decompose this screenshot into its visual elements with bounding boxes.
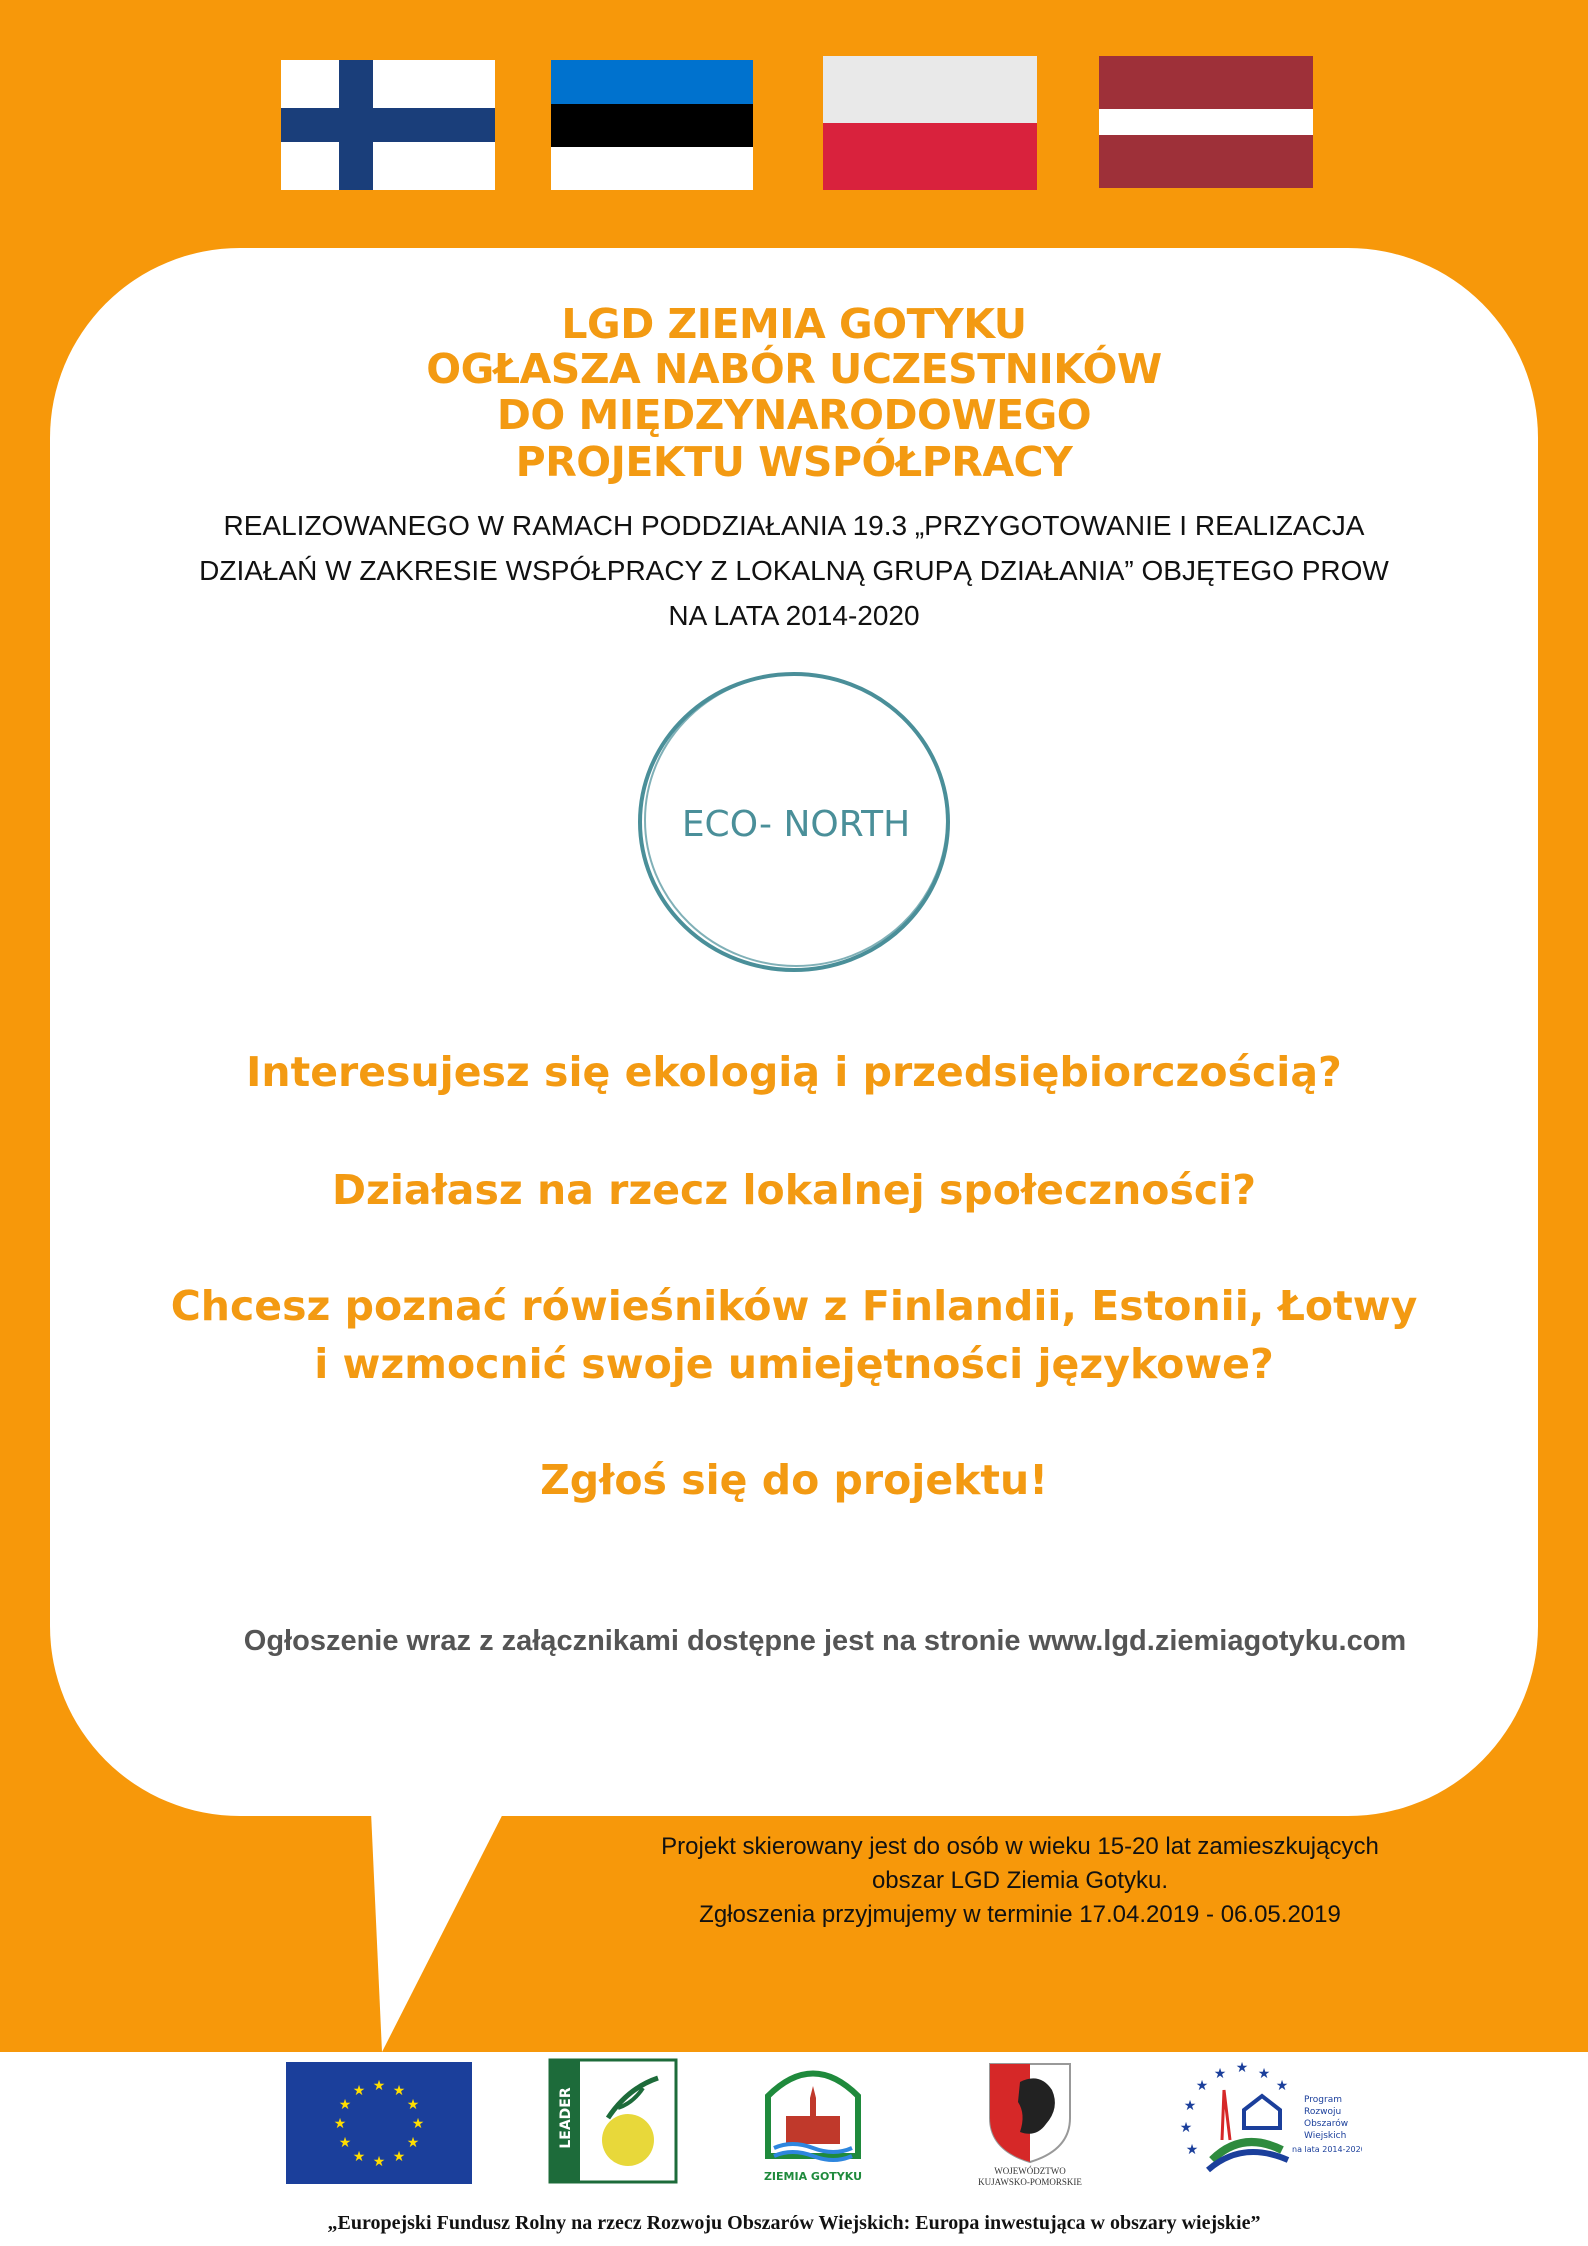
svg-text:★: ★: [392, 2149, 406, 2165]
heading-line-3: DO MIĘDZYNARODOWEGO: [496, 391, 1092, 439]
latvia-flag-icon: [1099, 56, 1313, 188]
subheading-line-1: REALIZOWANEGO W RAMACH PODDZIAŁANIA 19.3 „PRZYGOTOWANIE I REALIZACJA: [223, 510, 1365, 541]
estonia-flag-icon: [551, 60, 753, 190]
leader-logo: [548, 2058, 678, 2184]
finland-flag-icon: [281, 60, 495, 190]
prow-logo: [1172, 2060, 1362, 2186]
svg-text:★: ★: [352, 2083, 366, 2099]
prow-line-2: Rozwoju: [1304, 2107, 1342, 2117]
ziemia-gotyku-logo: [756, 2056, 870, 2186]
website-note: Ogłoszenie wraz z załącznikami dostępne jest na stronie www.lgd.ziemiagotyku.com: [243, 1625, 1407, 1657]
svg-text:★: ★: [1179, 2120, 1193, 2136]
subheading-line-3: NA LATA 2014-2020: [668, 600, 920, 631]
call-to-action: Zgłoś się do projektu!: [540, 1456, 1048, 1504]
svg-text:★: ★: [338, 2135, 352, 2151]
svg-text:★: ★: [406, 2135, 420, 2151]
info-line-1: Projekt skierowany jest do osób w wieku 15-20 lat zamieszkujących: [661, 1833, 1379, 1860]
svg-text:★: ★: [1275, 2078, 1289, 2094]
svg-text:★: ★: [1235, 2060, 1249, 2076]
question-peers-line-2: i wzmocnić swoje umiejętności językowe?: [314, 1340, 1274, 1388]
wojewodztwo-line-2: KUJAWSKO-POMORSKIE: [978, 2177, 1082, 2187]
svg-text:★: ★: [372, 2078, 386, 2094]
svg-text:★: ★: [392, 2083, 406, 2099]
eco-north-logo: [636, 668, 956, 976]
prow-line-1: Program: [1304, 2095, 1342, 2105]
prow-line-5: na lata 2014-2020: [1292, 2145, 1362, 2154]
heading-line-2: OGŁASZA NABÓR UCZESTNIKÓW: [426, 345, 1162, 393]
info-line-3: Zgłoszenia przyjmujemy w terminie 17.04.2019 - 06.05.2019: [699, 1901, 1341, 1928]
heading-line-1: LGD ZIEMIA GOTYKU: [561, 300, 1027, 348]
heading-line-4: PROJEKTU WSPÓŁPRACY: [515, 438, 1073, 486]
subheading-line-2: DZIAŁAŃ W ZAKRESIE WSPÓŁPRACY Z LOKALNĄ GRUPĄ DZIAŁANIA” OBJĘTEGO PROW: [199, 555, 1389, 586]
svg-text:★: ★: [406, 2097, 420, 2113]
svg-text:★: ★: [1213, 2066, 1227, 2082]
eu-flag-icon: [286, 2062, 472, 2184]
poland-flag-icon: [823, 56, 1037, 190]
prow-line-3: Obszarów: [1304, 2119, 1349, 2129]
prow-line-4: Wiejskich: [1304, 2131, 1347, 2141]
wojewodztwo-line-1: WOJEWÓDZTWO: [994, 2166, 1066, 2176]
svg-text:★: ★: [411, 2116, 425, 2132]
wojewodztwo-logo: [960, 2062, 1100, 2188]
question-ecology: Interesujesz się ekologią i przedsiębiorczością?: [246, 1048, 1342, 1096]
question-community: Działasz na rzecz lokalnej społeczności?: [331, 1166, 1257, 1214]
question-peers-line-1: Chcesz poznać rówieśników z Finlandii, Estonii, Łotwy: [170, 1282, 1418, 1330]
eu-slogan: „Europejski Fundusz Rolny na rzecz Rozwoju Obszarów Wiejskich: Europa inwestująca w obszary wiejskie”: [327, 2212, 1261, 2234]
svg-text:★: ★: [333, 2116, 347, 2132]
svg-text:★: ★: [338, 2097, 352, 2113]
svg-text:★: ★: [1257, 2066, 1271, 2082]
svg-text:★: ★: [1195, 2078, 1209, 2094]
eco-north-text: ECO- NORTH: [681, 804, 911, 845]
svg-text:★: ★: [1185, 2142, 1199, 2158]
ziemia-gotyku-text: ZIEMIA GOTYKU: [763, 2170, 863, 2183]
leader-text: LEADER: [558, 2087, 574, 2149]
info-line-2: obszar LGD Ziemia Gotyku.: [871, 1867, 1169, 1894]
svg-text:★: ★: [372, 2154, 386, 2170]
svg-text:★: ★: [352, 2149, 366, 2165]
svg-text:★: ★: [1183, 2098, 1197, 2114]
